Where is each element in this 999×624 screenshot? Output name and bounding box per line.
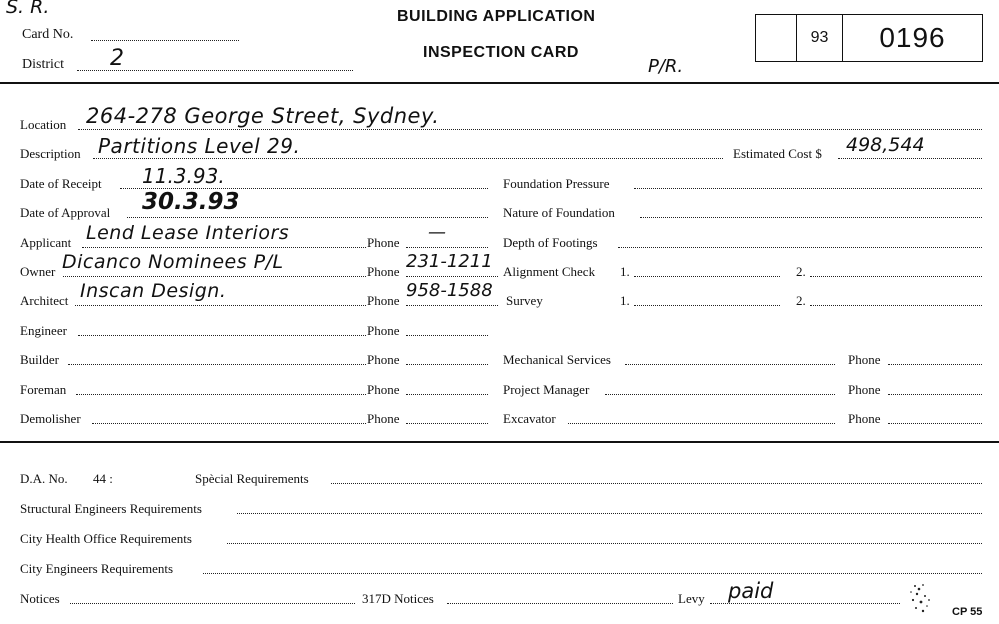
da-no-value: 44 : xyxy=(93,471,113,486)
pr-note: P/R. xyxy=(648,56,684,77)
engineer-phone-field[interactable] xyxy=(406,335,488,336)
demolisher-field[interactable] xyxy=(92,423,366,424)
survey-label: Survey xyxy=(506,293,543,308)
receipt-label: Date of Receipt xyxy=(20,176,102,191)
location-label: Location xyxy=(20,117,67,132)
depth-footings-label: Depth of Footings xyxy=(503,235,598,250)
depth-footings-field[interactable] xyxy=(618,247,982,248)
description-value: Partitions Level 29. xyxy=(98,134,301,158)
alignment-check-2-field[interactable] xyxy=(810,276,982,277)
engineer-phone-label: Phone xyxy=(367,323,400,338)
owner-value: Dicanco Nominees P/L xyxy=(62,251,284,273)
notices-field[interactable] xyxy=(70,603,355,604)
mechanical-phone-label: Phone xyxy=(848,352,881,367)
builder-label: Builder xyxy=(20,352,59,367)
estimated-cost-value: 498,544 xyxy=(846,134,925,156)
survey-2-field[interactable] xyxy=(810,305,982,306)
applicant-field[interactable] xyxy=(82,247,366,248)
architect-field[interactable] xyxy=(75,305,366,306)
approval-field[interactable] xyxy=(127,217,488,218)
da-no-label: D.A. No. xyxy=(20,471,68,486)
district-label: District xyxy=(22,57,64,72)
owner-phone-value: 231-1211 xyxy=(406,251,493,272)
demolisher-phone-field[interactable] xyxy=(406,423,488,424)
levy-field[interactable] xyxy=(710,603,900,604)
header-rule xyxy=(0,82,999,84)
notices-317d-label: 317D Notices xyxy=(362,591,434,606)
foreman-label: Foreman xyxy=(20,382,67,397)
foreman-phone-field[interactable] xyxy=(406,394,488,395)
levy-label: Levy xyxy=(678,591,705,606)
estimated-cost-label: Estimated Cost $ xyxy=(733,146,822,161)
applicant-phone-field[interactable] xyxy=(406,247,488,248)
applicant-value: Lend Lease Interiors xyxy=(86,222,290,244)
applicant-phone-label: Phone xyxy=(367,235,400,250)
card-prefix: 93 xyxy=(796,15,842,61)
builder-phone-field[interactable] xyxy=(406,364,488,365)
description-label: Description xyxy=(20,146,81,161)
card-no-field[interactable] xyxy=(91,40,239,41)
description-field[interactable] xyxy=(93,158,723,159)
survey-1-label: 1. xyxy=(620,293,630,308)
ink-smudge-mark xyxy=(905,578,937,618)
foreman-phone-label: Phone xyxy=(367,382,400,397)
project-manager-field[interactable] xyxy=(605,394,835,395)
architect-phone-value: 958-1588 xyxy=(406,280,493,301)
special-requirements-field[interactable] xyxy=(331,483,982,484)
card-number-box xyxy=(755,14,983,62)
foundation-pressure-field[interactable] xyxy=(634,188,982,189)
structural-label: Structural Engineers Requirements xyxy=(20,501,202,516)
estimated-cost-field[interactable] xyxy=(838,158,982,159)
alignment-check-1-label: 1. xyxy=(620,264,630,279)
project-manager-label: Project Manager xyxy=(503,382,590,397)
sr-note: S. R. xyxy=(6,0,50,18)
owner-phone-field[interactable] xyxy=(406,276,498,277)
location-value: 264-278 George Street, Sydney. xyxy=(86,104,440,128)
district-value: 2 xyxy=(110,46,124,71)
applicant-phone-value: — xyxy=(428,222,446,243)
approval-value: 30.3.93 xyxy=(142,189,240,215)
engineer-label: Engineer xyxy=(20,323,67,338)
receipt-value: 11.3.93. xyxy=(142,164,225,188)
structural-field[interactable] xyxy=(237,513,982,514)
excavator-phone-label: Phone xyxy=(848,411,881,426)
levy-value: paid xyxy=(728,579,774,603)
section-rule xyxy=(0,441,999,443)
foundation-pressure-label: Foundation Pressure xyxy=(503,176,610,191)
excavator-field[interactable] xyxy=(568,423,835,424)
project-manager-phone-field[interactable] xyxy=(888,394,982,395)
excavator-phone-field[interactable] xyxy=(888,423,982,424)
builder-phone-label: Phone xyxy=(367,352,400,367)
owner-label: Owner xyxy=(20,264,56,279)
survey-2-label: 2. xyxy=(796,293,806,308)
owner-phone-label: Phone xyxy=(367,264,400,279)
nature-foundation-field[interactable] xyxy=(640,217,982,218)
notices-317d-field[interactable] xyxy=(447,603,673,604)
card-no-label: Card No. xyxy=(22,27,74,42)
demolisher-label: Demolisher xyxy=(20,411,81,426)
alignment-check-1-field[interactable] xyxy=(634,276,780,277)
nature-foundation-label: Nature of Foundation xyxy=(503,205,615,220)
location-field[interactable] xyxy=(78,129,982,130)
builder-field[interactable] xyxy=(68,364,366,365)
excavator-label: Excavator xyxy=(503,411,556,426)
notices-label: Notices xyxy=(20,591,60,606)
architect-label: Architect xyxy=(20,293,69,308)
health-office-field[interactable] xyxy=(227,543,982,544)
architect-value: Inscan Design. xyxy=(80,280,227,302)
card-number: 0196 xyxy=(842,15,982,61)
special-requirements-label: Spècial Requirements xyxy=(195,471,309,486)
alignment-check-2-label: 2. xyxy=(796,264,806,279)
mechanical-phone-field[interactable] xyxy=(888,364,982,365)
foreman-field[interactable] xyxy=(76,394,366,395)
project-manager-phone-label: Phone xyxy=(848,382,881,397)
form-code: CP 55 xyxy=(952,606,983,618)
applicant-label: Applicant xyxy=(20,235,72,250)
approval-label: Date of Approval xyxy=(20,205,111,220)
alignment-check-label: Alignment Check xyxy=(503,264,596,279)
mechanical-label: Mechanical Services xyxy=(503,352,611,367)
health-office-label: City Health Office Requirements xyxy=(20,531,192,546)
architect-phone-field[interactable] xyxy=(406,305,498,306)
survey-1-field[interactable] xyxy=(634,305,780,306)
architect-phone-label: Phone xyxy=(367,293,400,308)
city-engineers-label: City Engineers Requirements xyxy=(20,561,174,576)
city-engineers-field[interactable] xyxy=(203,573,982,574)
form-title: BUILDING APPLICATION xyxy=(397,8,596,25)
mechanical-field[interactable] xyxy=(625,364,835,365)
engineer-field[interactable] xyxy=(78,335,366,336)
form-subtitle: INSPECTION CARD xyxy=(423,44,579,61)
owner-field[interactable] xyxy=(63,276,366,277)
demolisher-phone-label: Phone xyxy=(367,411,400,426)
